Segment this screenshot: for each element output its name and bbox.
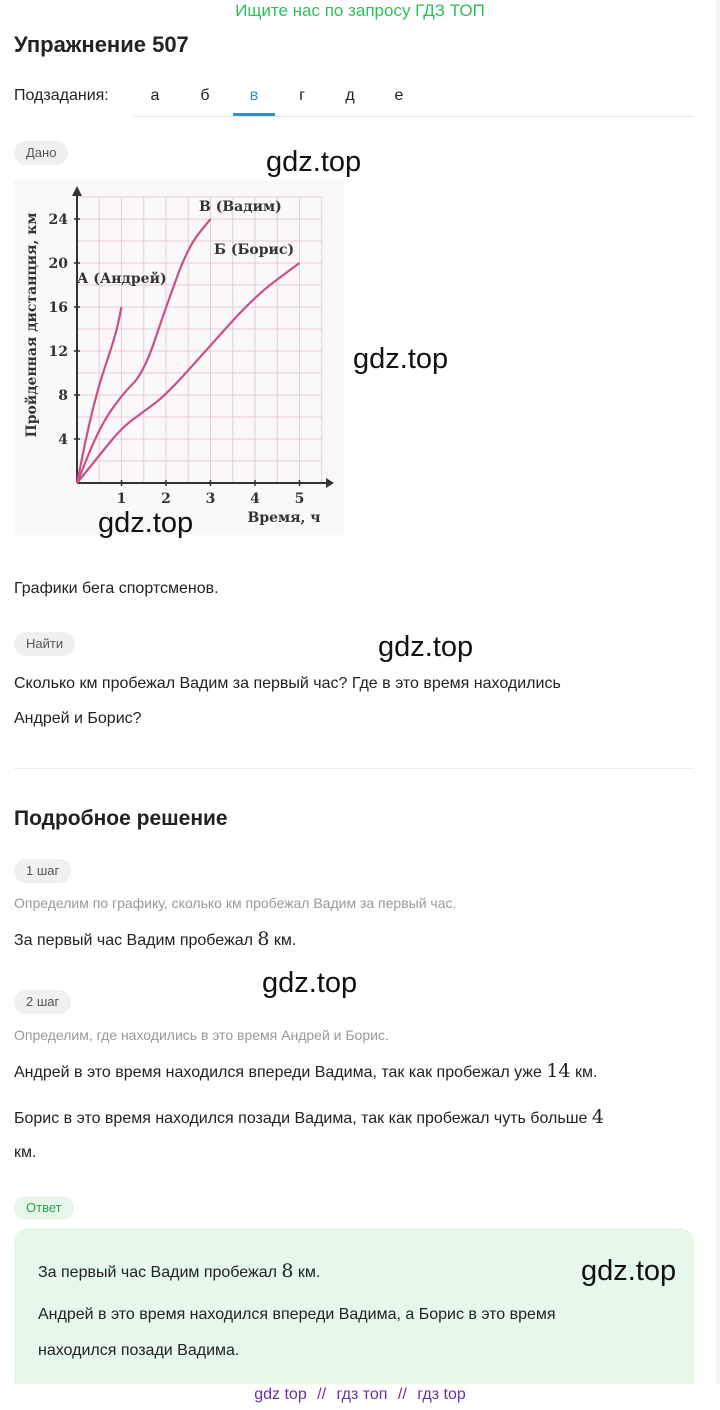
x-tick-label: 1 [116,491,127,507]
y-axis-label: Пройденная дистанция, км [24,212,40,438]
subtasks-tabs [134,78,694,117]
tab-v[interactable]: в [233,78,275,116]
step1-text-after: км. [269,932,297,949]
watermark: gdz.top [98,507,194,539]
step1-note: Определим по графику, сколько км пробежал Вадим за первый час. [14,895,457,911]
answer-line3: находился позади Вадима. [38,1342,240,1359]
footer-link-3[interactable]: гдз top [417,1386,466,1403]
tab-a[interactable]: а [150,87,160,104]
step2-number-14: 14 [546,1060,571,1082]
answer-line1 [38,1254,320,1290]
answer-line2: Андрей в это время находился впереди Вадима, а Борис в это время [38,1306,556,1323]
footer-separator: // [317,1386,327,1403]
step2-line1-before: Андрей в это время находился впереди Вадима, так как пробежал уже [14,1064,547,1081]
scrollbar[interactable] [716,0,720,1410]
step2-line3: км. [14,1144,37,1161]
step1-text [14,922,296,958]
given-caption: Графики бега спортсменов. [14,580,219,597]
y-tick-label: 20 [48,256,68,272]
step2-line1-after: км. [570,1064,598,1081]
footer-link-1[interactable]: gdz top [254,1386,307,1403]
answer-line1-before: За первый час Вадим пробежал [38,1264,282,1281]
footer-separator: // [397,1386,407,1403]
watermark: gdz.top [581,1255,677,1287]
find-text-line2: Андрей и Борис? [14,710,142,727]
section-divider [14,768,694,769]
series-label: А (Андрей) [77,271,167,287]
footer-link-2[interactable]: гдз топ [336,1386,388,1403]
tab-g[interactable]: г [299,87,305,104]
tab-b[interactable]: б [200,87,210,104]
step2-number-4: 4 [591,1106,604,1128]
x-tick-label: 5 [294,491,305,507]
distance-time-chart [14,180,344,535]
series-label: В (Вадим) [199,199,282,215]
step1-text-before: За первый час Вадим пробежал [14,932,258,949]
step2-note: Определим, где находились в это время Андрей и Борис. [14,1027,389,1043]
y-tick-label: 24 [48,212,68,228]
watermark: gdz.top [266,146,362,178]
find-text-line1: Сколько км пробежал Вадим за первый час? Где в это время находились [14,675,561,692]
subtasks-label: Подзадания: [14,87,109,104]
step1-number: 8 [257,928,270,950]
footer-links [0,1384,720,1410]
series-label: Б (Борис) [214,242,295,258]
tab-d[interactable]: д [345,87,355,104]
y-tick-label: 8 [58,388,68,404]
x-axis-label: Время, ч [247,510,321,526]
x-tick-label: 3 [205,491,216,507]
step2-line2-before: Борис в это время находился позади Вадима, так как пробежал чуть больше [14,1110,592,1127]
watermark: gdz.top [353,343,449,375]
x-tick-label: 4 [250,491,260,507]
x-tick-label: 2 [161,491,171,507]
y-tick-label: 16 [48,300,68,316]
answer-number: 8 [281,1260,294,1282]
promo-banner[interactable]: Ищите нас по запросу ГДЗ ТОП [235,1,485,20]
y-tick-label: 4 [58,432,68,448]
watermark: gdz.top [262,967,358,999]
solution-heading: Подробное решение [14,807,228,830]
tab-e[interactable]: е [394,87,404,104]
find-chip: Найти [14,632,75,656]
y-tick-label: 12 [48,344,68,360]
answer-chip: Ответ [14,1196,74,1220]
step1-chip: 1 шаг [14,859,71,883]
step2-chip: 2 шаг [14,990,71,1014]
watermark: gdz.top [378,631,474,663]
step2-line1 [14,1054,597,1090]
step2-line2 [14,1100,604,1136]
answer-line1-after: км. [293,1264,321,1281]
page-title: Упражнение 507 [14,32,189,57]
given-chip: Дано [14,141,68,165]
